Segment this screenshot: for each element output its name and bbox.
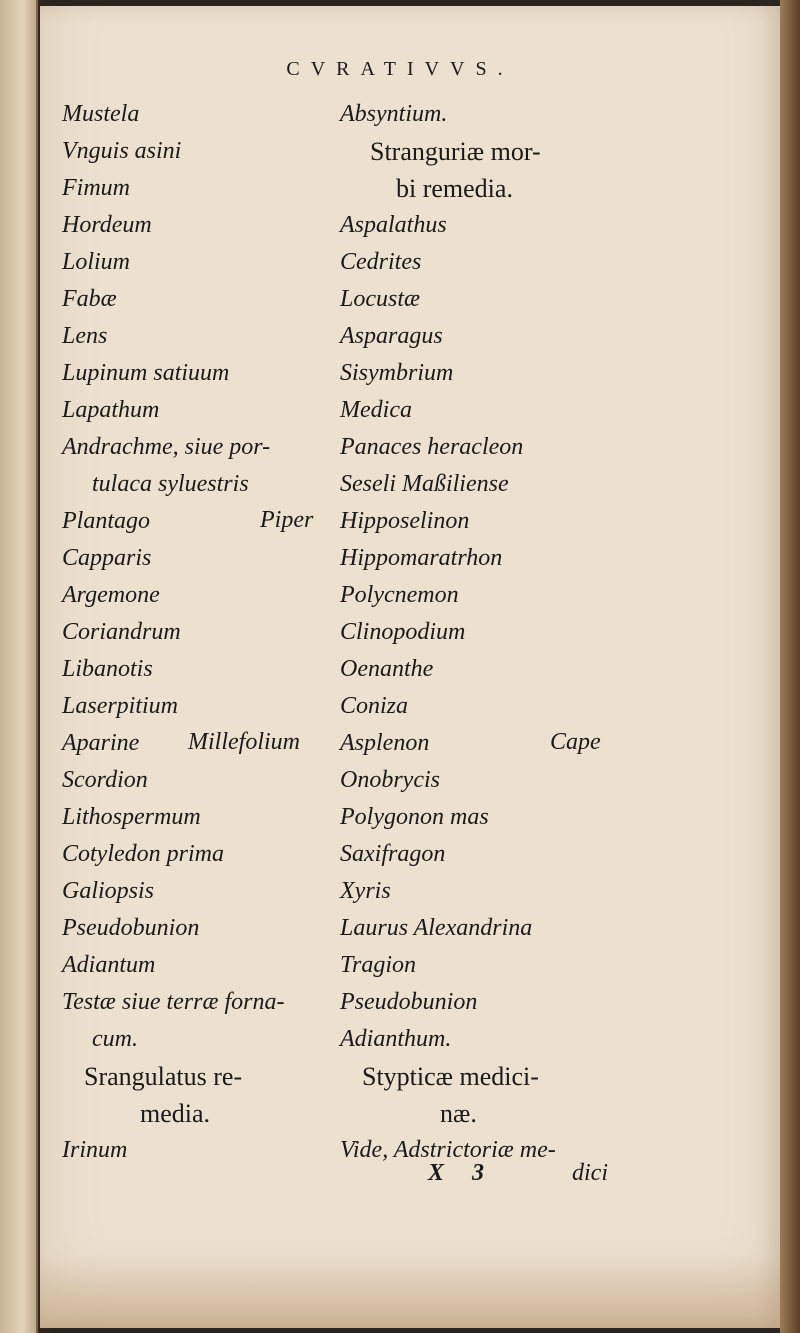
list-item: Argemone — [62, 582, 160, 608]
catchword: dici — [572, 1160, 608, 1186]
list-item: Saxifragon — [340, 841, 446, 867]
list-item: Lapathum — [62, 397, 160, 423]
list-item: cum. — [92, 1026, 138, 1052]
list-item: Xyris — [340, 878, 391, 904]
signature-mark: X 3 — [428, 1160, 485, 1186]
list-item: Lithospermum — [62, 804, 201, 830]
list-item: Mustela — [62, 101, 140, 127]
list-item: Coriandrum — [62, 619, 181, 645]
list-item: Polygonon mas — [340, 804, 489, 830]
left-page-edge — [0, 0, 38, 1333]
list-item: Pseudobunion — [62, 915, 200, 941]
side-word-millefolium: Millefolium — [188, 729, 300, 755]
list-item: Lolium — [62, 249, 131, 275]
list-item: Tragion — [340, 952, 417, 978]
list-item: Testæ siue terræ forna- — [62, 989, 285, 1015]
list-item: Onobrycis — [340, 767, 440, 793]
list-item: Polycnemon — [340, 582, 459, 608]
section-heading: næ. — [440, 1099, 477, 1128]
list-item: Locustæ — [340, 286, 421, 312]
list-item: Absyntium. — [340, 101, 448, 127]
list-item: Hippomaratrhon — [340, 545, 503, 571]
list-item: Sisymbrium — [340, 360, 454, 386]
list-item: Fabæ — [62, 286, 117, 312]
list-item: Asparagus — [340, 323, 443, 349]
list-item: Hipposelinon — [340, 508, 470, 534]
section-heading: media. — [140, 1099, 211, 1128]
list-item: Capparis — [62, 545, 152, 571]
list-item: Vnguis asini — [62, 138, 182, 164]
side-word-cape: Cape — [550, 729, 601, 755]
list-item: Panaces heracleon — [340, 434, 524, 460]
running-header: CVRATIVVS. — [286, 58, 514, 80]
list-item: Scordion — [62, 767, 148, 793]
side-word-piper: Piper — [260, 507, 314, 533]
right-page-edge — [780, 0, 800, 1333]
list-item: Irinum — [62, 1137, 128, 1163]
list-item: Oenanthe — [340, 656, 434, 682]
list-item: Libanotis — [62, 656, 153, 682]
list-item: Galiopsis — [62, 878, 155, 904]
list-item: Cedrites — [340, 249, 422, 275]
list-item: Plantago — [62, 508, 150, 534]
list-item: Vide, Adstrictoriæ me- — [340, 1137, 556, 1163]
list-item: Andrachme, siue por- — [62, 434, 271, 460]
section-heading: bi remedia. — [396, 174, 513, 203]
section-heading: Stypticæ medici- — [362, 1062, 539, 1091]
list-item: Asplenon — [340, 730, 430, 756]
section-heading: Srangulatus re- — [84, 1062, 243, 1091]
list-item: Lupinum satiuum — [62, 360, 230, 386]
list-item: Aparine — [62, 730, 140, 756]
section-heading: Stranguriæ mor- — [370, 137, 541, 166]
water-stain — [40, 1255, 782, 1328]
list-item: Seseli Maßiliense — [340, 471, 509, 497]
list-item: Laserpitium — [62, 693, 179, 719]
list-item: Hordeum — [62, 212, 152, 238]
list-item: Cotyledon prima — [62, 841, 224, 867]
list-item: Aspalathus — [340, 212, 447, 238]
list-item: Adiantum — [62, 952, 156, 978]
list-item: Lens — [62, 323, 108, 349]
list-item: Pseudobunion — [340, 989, 478, 1015]
list-item: Adianthum. — [340, 1026, 452, 1052]
list-item: tulaca syluestris — [92, 471, 249, 497]
list-item: Coniza — [340, 693, 409, 719]
list-item: Clinopodium — [340, 619, 466, 645]
list-item: Laurus Alexandrina — [340, 915, 533, 941]
list-item: Fimum — [62, 175, 130, 201]
list-item: Medica — [340, 397, 412, 423]
